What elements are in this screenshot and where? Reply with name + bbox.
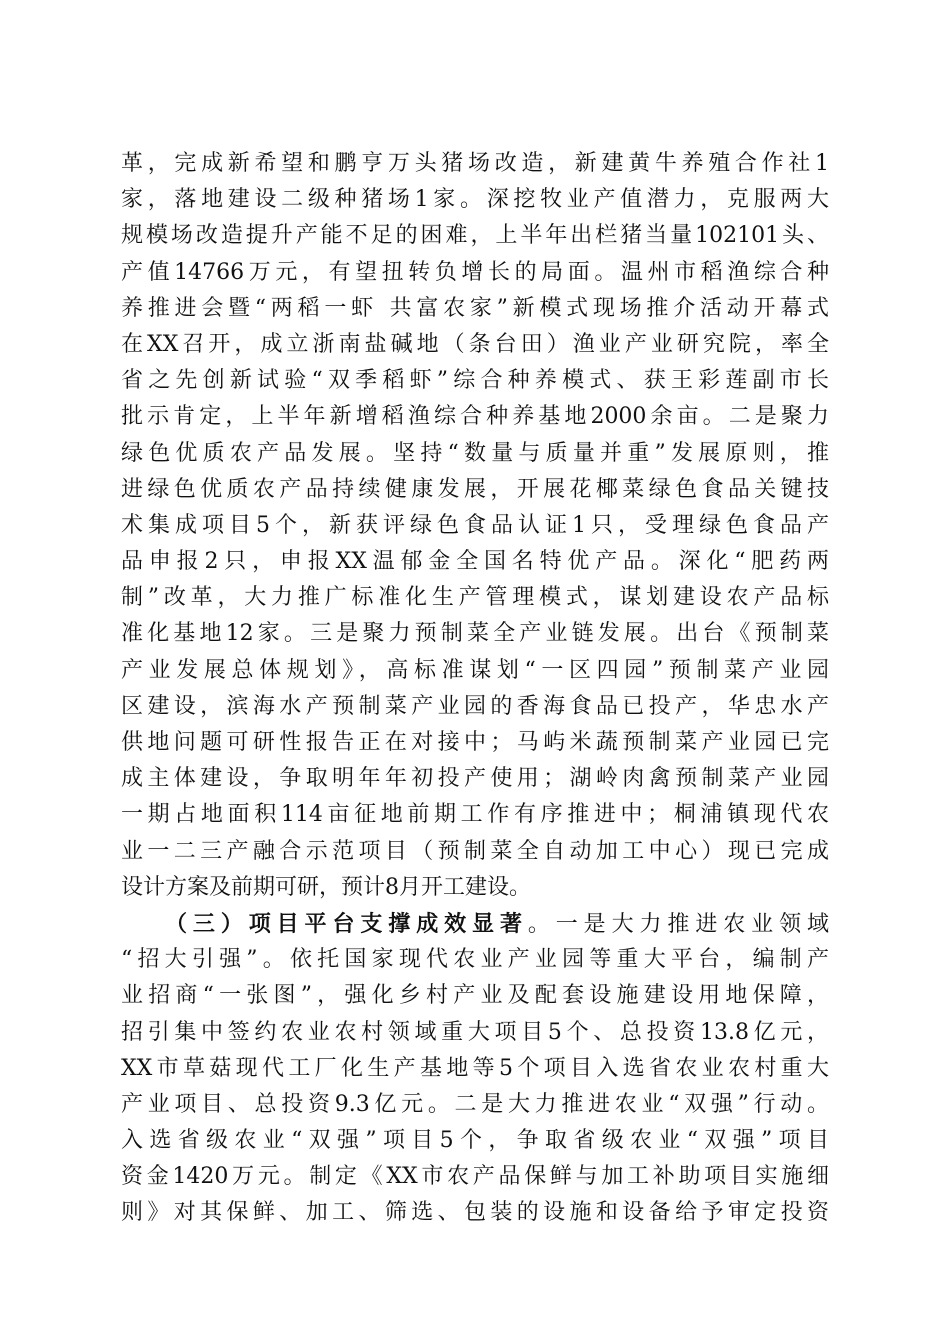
- text-line: 业一二三产融合示范项目（预制菜全自动加工中心）现已完成: [121, 838, 829, 864]
- paragraph-section-3: [121, 906, 829, 1232]
- text-line: 在XX召开，成立浙南盐碱地（条台田）渔业产业研究院，率全: [121, 331, 829, 357]
- text-line: 制”改革，大力推广标准化生产管理模式，谋划建设农产品标: [121, 585, 829, 611]
- text-line: 一期占地面积114亩征地前期工作有序推进中；桐浦镇现代农: [121, 802, 829, 828]
- text-line: 资金1420万元。制定《XX市农产品保鲜与加工补助项目实施细: [121, 1164, 829, 1190]
- text-line: 术集成项目5个，新获评绿色食品认证1只，受理绿色食品产: [121, 512, 829, 538]
- section-3-heading: （三）项目平台支撑成效显著: [165, 910, 528, 937]
- text-line: 区建设，滨海水产预制菜产业园的香海食品已投产，华忠水产: [121, 693, 829, 719]
- text-line: 进绿色优质农产品持续健康发展，开展花椰菜绿色食品关键技: [121, 476, 829, 502]
- text-line: 绿色优质农产品发展。坚持“数量与质量并重”发展原则，推: [121, 440, 829, 466]
- text-line: 省之先创新试验“双季稻虾”综合种养模式、获王彩莲副市长: [121, 368, 829, 394]
- text-line: 产业项目、总投资9.3亿元。二是大力推进农业“双强”行动。: [121, 1091, 829, 1117]
- text-line: “招大引强”。依托国家现代农业产业园等重大平台，编制产: [121, 947, 829, 973]
- document-body: [121, 146, 829, 1232]
- text-line: 批示肯定，上半年新增稻渔综合种养基地2000余亩。二是聚力: [121, 404, 829, 430]
- text-line: 品申报2只，申报XX温郁金全国名特优产品。深化“肥药两: [121, 549, 829, 575]
- text-line: 则》对其保鲜、加工、筛选、包装的设施和设备给予审定投资: [121, 1200, 829, 1226]
- paragraph-livestock-quality-prepared-food: [121, 146, 829, 906]
- text-line: 产业发展总体规划》，高标准谋划“一区四园”预制菜产业园: [121, 657, 829, 683]
- text-line: 供地问题可研性报告正在对接中；马屿米蔬预制菜产业园已完: [121, 730, 829, 755]
- text-line: 养推进会暨“两稻一虾 共富农家”新模式现场推介活动开幕式: [121, 295, 829, 321]
- section-3-first-line: [121, 906, 829, 942]
- section-3-first-line-text: 。一是大力推进农业领域: [527, 911, 829, 937]
- text-line: 规模场改造提升产能不足的困难，上半年出栏猪当量102101头、: [121, 223, 829, 249]
- text-line: 产值14766万元，有望扭转负增长的局面。温州市稻渔综合种: [121, 259, 829, 285]
- text-line: 入选省级农业“双强”项目5个，争取省级农业“双强”项目: [121, 1128, 829, 1154]
- text-line: 招引集中签约农业农村领域重大项目5个、总投资13.8亿元，: [121, 1019, 829, 1045]
- text-line: 业招商“一张图”，强化乡村产业及配套设施建设用地保障，: [121, 983, 829, 1009]
- text-line: 准化基地12家。三是聚力预制菜全产业链发展。出台《预制菜: [121, 621, 829, 647]
- text-line: 家，落地建设二级种猪场1家。深挖牧业产值潜力，克服两大: [121, 187, 829, 213]
- text-line: XX市草菇现代工厂化生产基地等5个项目入选省农业农村重大: [121, 1055, 829, 1081]
- text-line: 设计方案及前期可研，预计8月开工建设。: [121, 874, 531, 900]
- text-line: 成主体建设，争取明年年初投产使用；湖岭肉禽预制菜产业园: [121, 766, 829, 792]
- text-line: 革，完成新希望和鹏亨万头猪场改造，新建黄牛养殖合作社1: [121, 151, 829, 176]
